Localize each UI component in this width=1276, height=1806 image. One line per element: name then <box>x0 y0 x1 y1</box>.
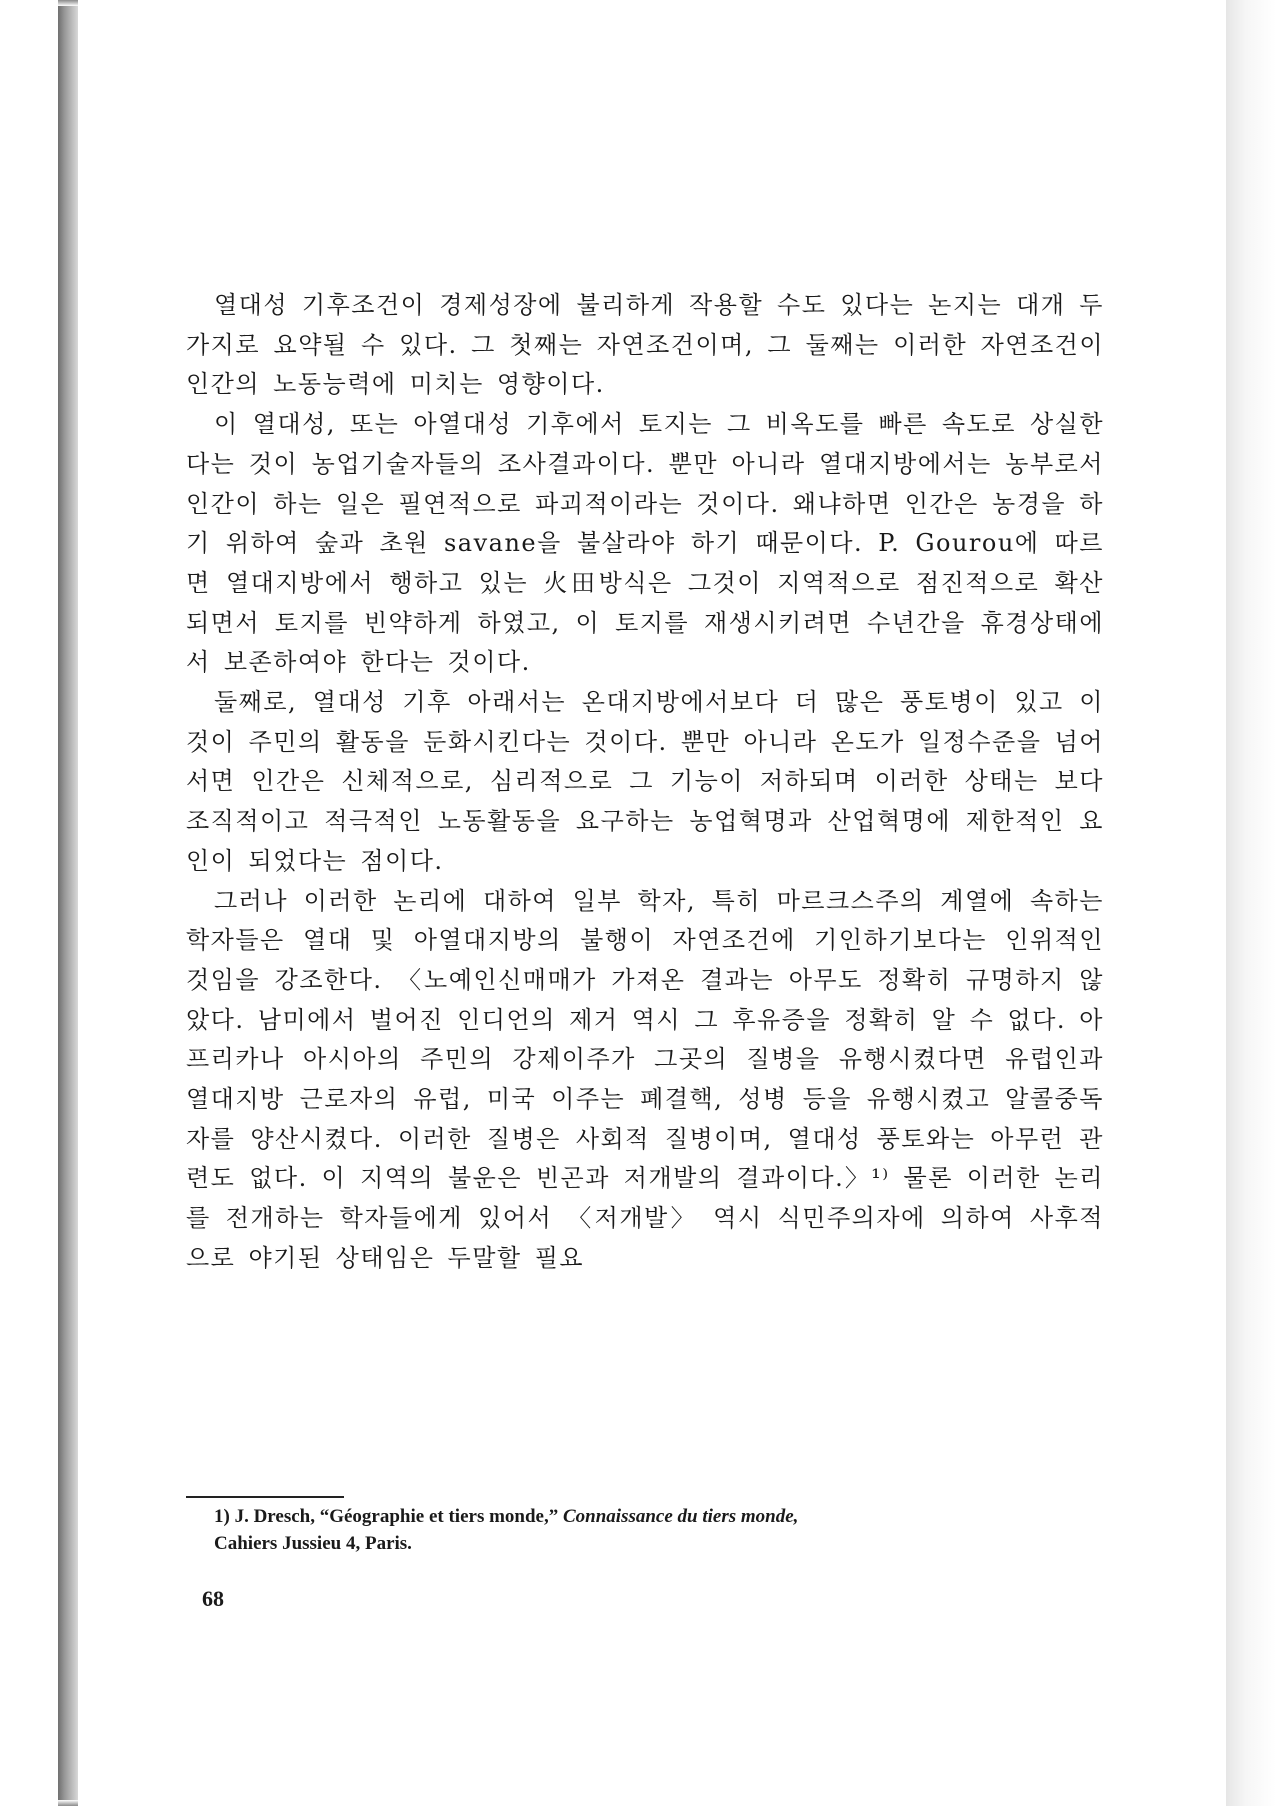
paragraph: 이 열대성, 또는 아열대성 기후에서 토지는 그 비옥도를 빠른 속도로 상실한다는 것이 농업기술자들의 조사결과이다. 뿐만 아니라 열대지방에서는 농부로서 인간이 하는 일은 필연적으로 파괴적이라는 것이다. 왜냐하면 인간은 농경을 하기 위하여 숲과 초원 savane을 불살라야 하기 때문이다. P. Gourou에 따르면 열대지방에서 행하고 있는 火田방식은 그것이 지역적으로 점진적으로 확산되면서 토지를 빈약하게 하였고, 이 토지를 재생시키려면 수년간을 휴경상태에서 보존하여야 한다는 것이다. <box>186 410 1104 677</box>
footnote-source-detail: Cahiers Jussieu 4, Paris. <box>214 1533 412 1554</box>
footnote-divider <box>186 1496 344 1498</box>
body-text <box>186 286 1104 1279</box>
page-right-shadow <box>1226 0 1276 1806</box>
page-number: 68 <box>202 1586 224 1611</box>
paragraph: 둘째로, 열대성 기후 아래서는 온대지방에서보다 더 많은 풍토병이 있고 이것이 주민의 활동을 둔화시킨다는 것이다. 뿐만 아니라 온도가 일정수준을 넘어서면 인간은 신체적으로, 심리적으로 그 기능이 저하되며 이러한 상태는 보다 조직적이고 적극적인 노동활동을 요구하는 농업혁명과 산업혁명에 제한적인 요인이 되었다는 점이다. <box>186 688 1104 875</box>
footnote <box>214 1503 1104 1557</box>
paragraph: 열대성 기후조건이 경제성장에 불리하게 작용할 수도 있다는 논지는 대개 두 가지로 요약될 수 있다. 그 첫째는 자연조건이며, 그 둘째는 이러한 자연조건이 인간의 노동능력에 미치는 영향이다. <box>186 291 1104 399</box>
paragraph: 그러나 이러한 논리에 대하여 일부 학자, 특히 마르크스주의 계열에 속하는 학자들은 열대 및 아열대지방의 불행이 자연조건에 기인하기보다는 인위적인 것임을 강조한다. 〈노예인신매매가 가져온 결과는 아무도 정확히 규명하지 않았다. 남미에서 벌어진 인디언의 제거 역시 그 후유증을 정확히 알 수 없다. 아프리카나 아시아의 주민의 강제이주가 그곳의 질병을 유행시켰다면 유럽인과 열대지방 근로자의 유럽, 미국 이주는 폐결핵, 성병 등을 유행시켰고 알콜중독자를 양산시켰다. 이러한 질병은 사회적 질병이며, 열대성 풍토와는 아무런 관련도 없다. 이 지역의 불운은 빈곤과 저개발의 결과이다.〉¹⁾ 물론 이러한 논리를 전개하는 학자들에게 있어서 〈저개발〉 역시 식민주의자에 의하여 사후적으로 야기된 상태임은 두말할 필요 <box>186 886 1104 1272</box>
footnote-source-title: Connaissance du tiers monde, <box>562 1506 799 1527</box>
footnote-citation: J. Dresch, “Géographie et tiers monde,” <box>234 1506 559 1527</box>
page-left-shadow <box>58 0 78 1806</box>
footnote-marker: 1) <box>214 1506 230 1527</box>
